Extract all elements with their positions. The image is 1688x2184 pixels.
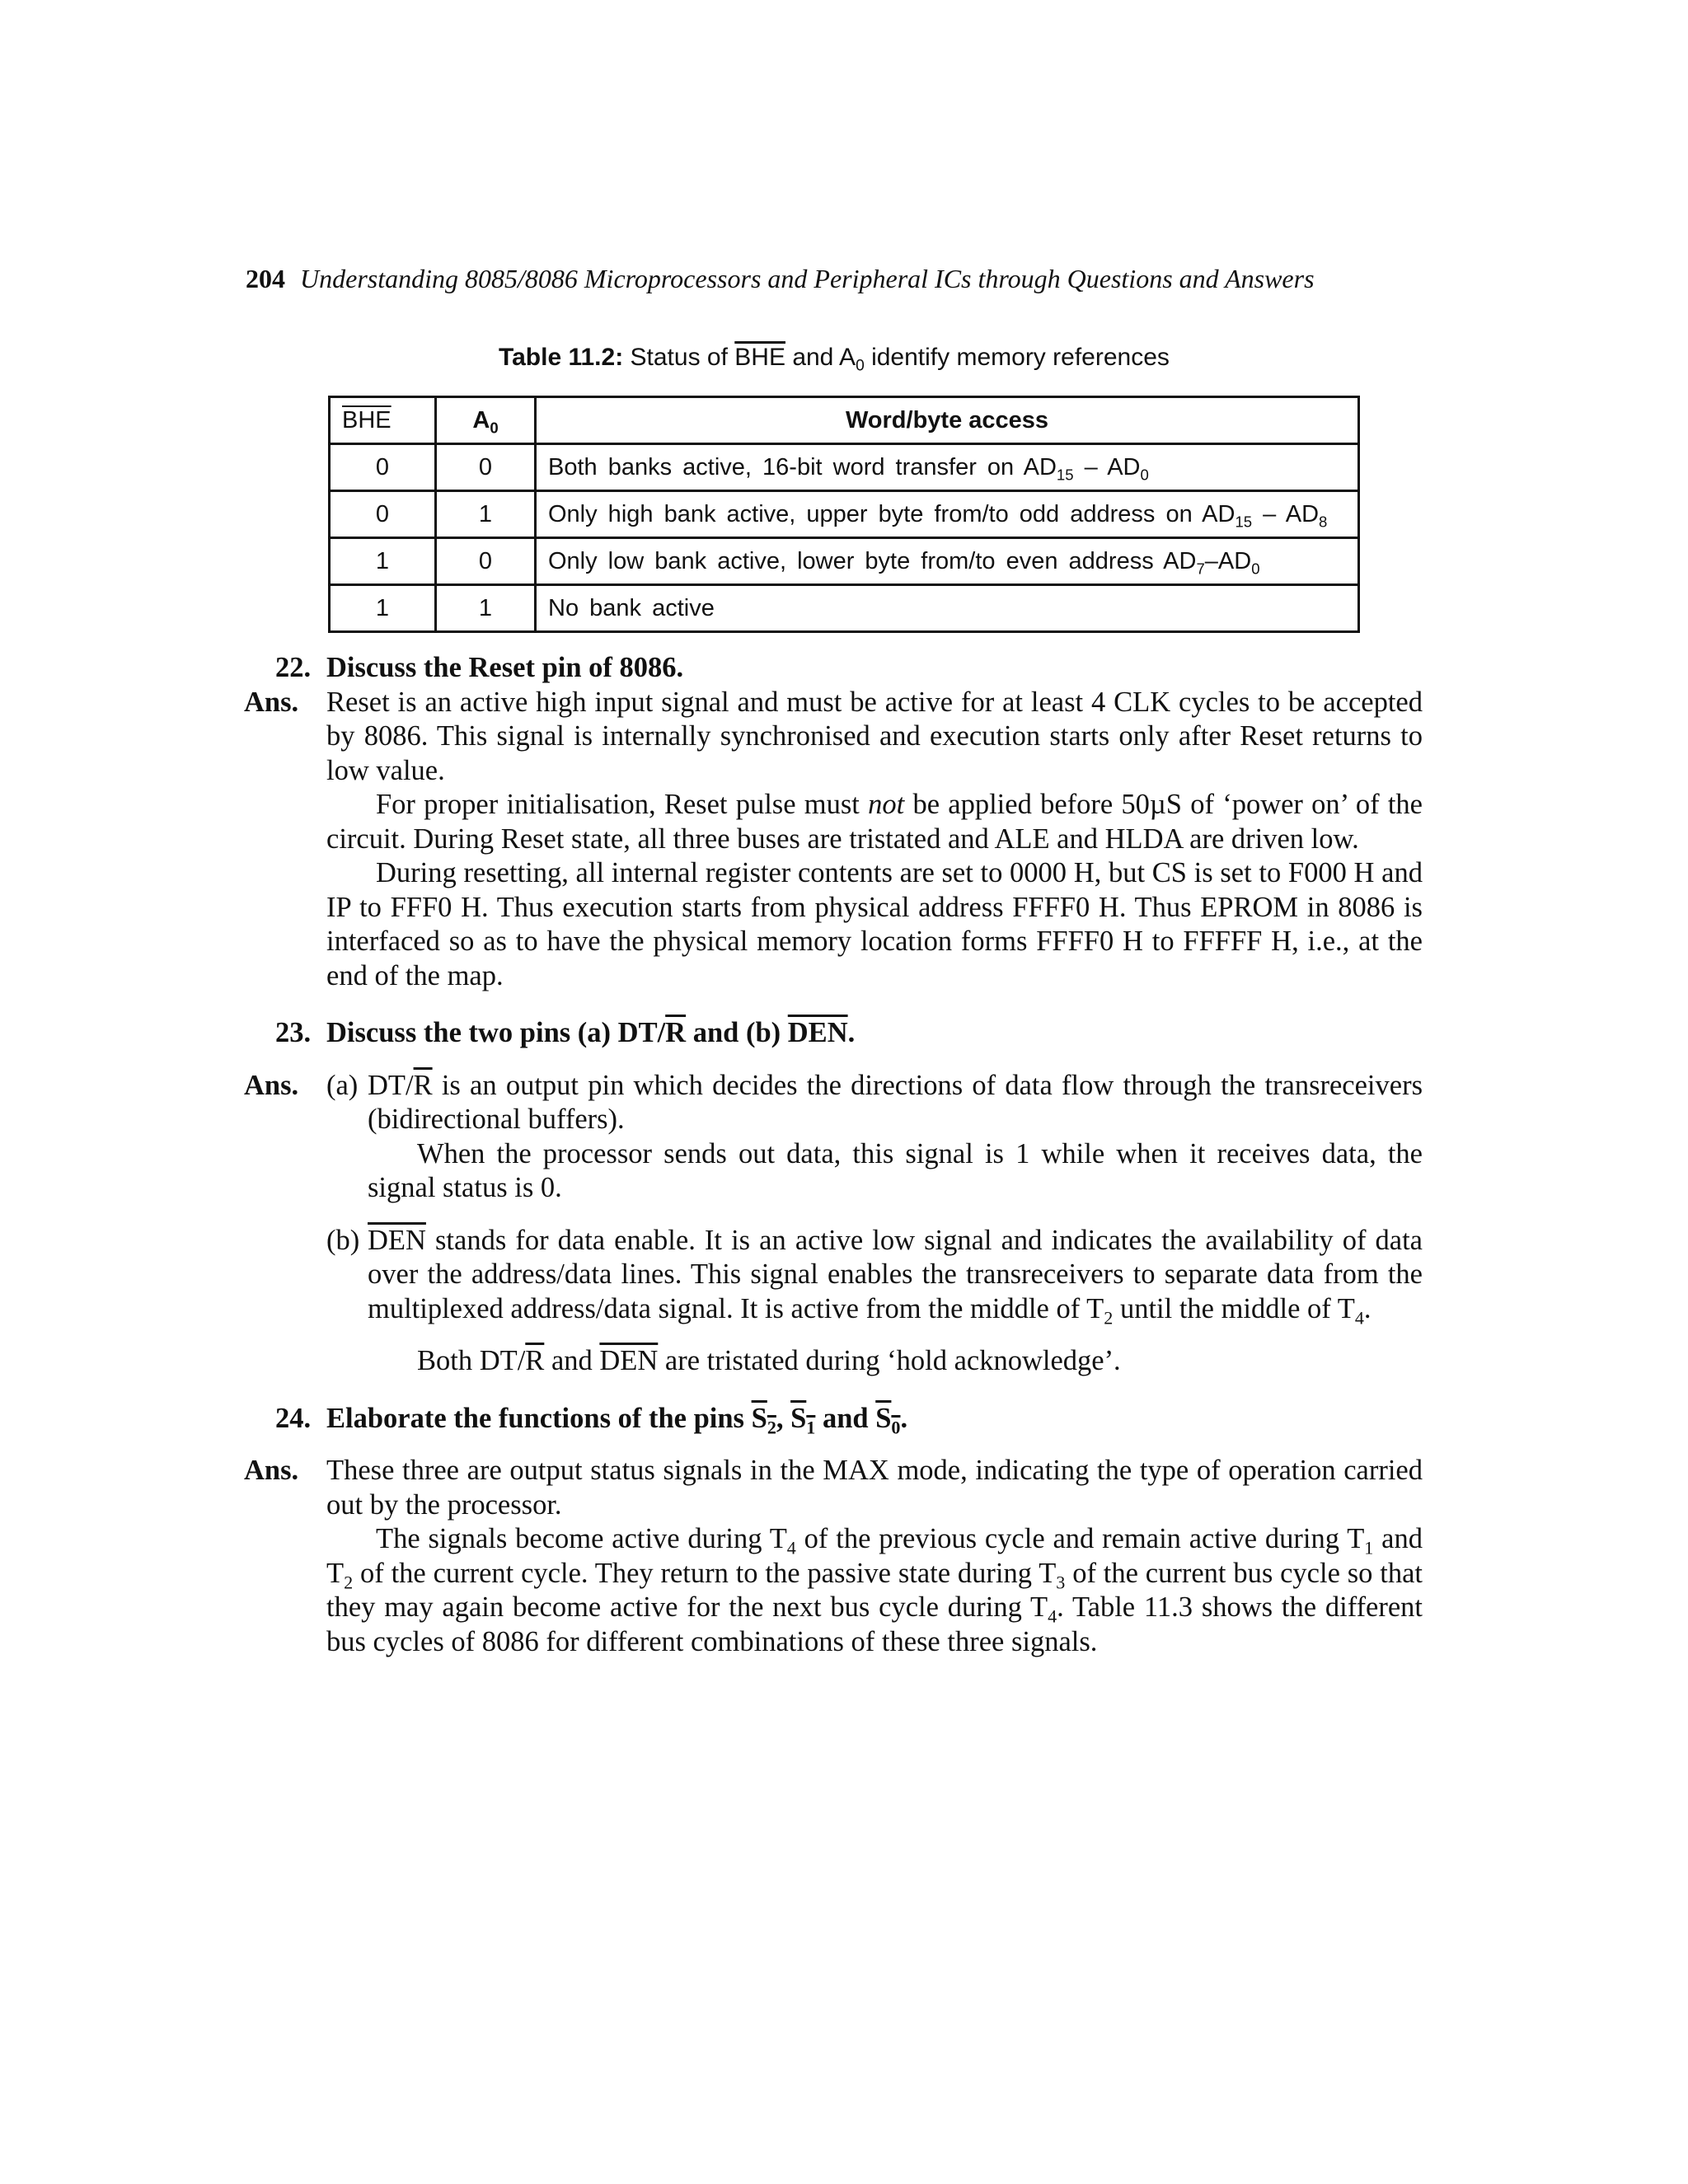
cell-a0: 0 bbox=[436, 538, 536, 585]
table-header-row bbox=[330, 397, 1359, 444]
cell-a0: 1 bbox=[436, 491, 536, 538]
page-body bbox=[244, 651, 1423, 1659]
table-row bbox=[330, 538, 1359, 585]
caption-text-and: and A bbox=[792, 344, 856, 371]
cell-access: Only high bank active, upper byte from/to odd address on $AD_{15} - AD_8$ bbox=[536, 491, 1359, 538]
answer-part-b bbox=[326, 1224, 1423, 1379]
caption-text-pre: Status of bbox=[630, 344, 728, 371]
answer-paragraph: Reset is an active high input signal and must be active for at least 4 CLK cycles to be accepted by 8086. This signal is internally synchronised and execution starts only after Reset returns to low value. bbox=[326, 686, 1423, 786]
question-number: 22. bbox=[275, 652, 312, 683]
table-row bbox=[330, 585, 1359, 632]
caption-text-post: identify memory references bbox=[871, 344, 1170, 371]
answer-paragraph: These three are output status signals in the MAX mode, indicating the type of operation carried out by the processor. bbox=[326, 1455, 1423, 1521]
cell-access: Only low bank active, lower byte from/to even address $AD_7-AD_0$ bbox=[536, 538, 1359, 585]
cell-a0: 1 bbox=[436, 585, 536, 632]
answer-paragraph: Both $DT/\overline{R}$ and $\overline{DEN}$ are tristated during ‘hold acknowledge’. bbox=[417, 1345, 1121, 1376]
cell-bhe: 0 bbox=[330, 491, 436, 538]
table-row bbox=[330, 444, 1359, 491]
header-bhe: $\overline{BHE}$ bbox=[330, 397, 436, 444]
question-23: 23. Discuss the two pins (a) $DT/\overline{R}$ and (b) $\overline{DEN}$. bbox=[244, 1016, 1423, 1051]
answer-label: Ans. bbox=[244, 1455, 299, 1486]
part-marker: (a) bbox=[326, 1069, 359, 1101]
header-access: Word/byte access bbox=[536, 397, 1359, 444]
running-header bbox=[246, 262, 1400, 295]
part-marker: (b) bbox=[326, 1224, 360, 1256]
s1-signal: $S_1$ bbox=[790, 1402, 816, 1438]
cell-access: Both banks active, 16-bit word transfer on $AD_{15} - AD_0$ bbox=[536, 444, 1359, 491]
cell-bhe: 1 bbox=[330, 585, 436, 632]
question-24: 24. Elaborate the functions of the pins $S_2$, $S_1$ and $S_0$. bbox=[275, 1402, 908, 1438]
table-caption bbox=[499, 341, 1323, 374]
answer-paragraph: $DT/\overline{R}$ is an output pin which decides the directions of data flow through the transreceivers (bidirectional buffers). bbox=[368, 1069, 1423, 1135]
page-number: 204 bbox=[246, 264, 285, 293]
answer-paragraph: When the processor sends out data, this signal is 1 while when it receives data, the signal status is 0. bbox=[368, 1137, 1423, 1203]
answer-paragraph: The signals become active during $T_4$ of the previous cycle and remain active during $T_1$ and $T_2$ of the current cycle. They return to the passive state during $T_3$ of the current bus cycle so that they may again become active for the next bus cycle during $T_4$. Table 11.3 shows the different bus cycles of 8086 for different combinations of these three signals. bbox=[326, 1523, 1423, 1657]
memory-reference-table bbox=[328, 396, 1360, 633]
cell-bhe: 1 bbox=[330, 538, 436, 585]
answer-label: Ans. bbox=[244, 1069, 299, 1101]
answer-22 bbox=[244, 686, 1423, 994]
caption-bhe-signal: $\overline{BHE}$ bbox=[734, 344, 785, 371]
answer-label: Ans. bbox=[244, 686, 299, 718]
caption-a-subscript: 0 bbox=[856, 357, 865, 375]
table-caption-label: Table 11.2: bbox=[499, 344, 624, 371]
question-number: 23. bbox=[275, 1017, 312, 1048]
r-signal: $\overline{R}$ bbox=[665, 1017, 687, 1048]
question-number: 24. bbox=[275, 1402, 312, 1434]
answer-23 bbox=[244, 1069, 1423, 1379]
answer-paragraph: $\overline{DEN}$ stands for data enable. It is an active low signal and indicates the availability of data over the address/data lines. This signal enables the transreceivers to separate data from the multiplexed address/data signal. It is active from the middle of $T_2$ until the middle of $T_4$. bbox=[368, 1224, 1423, 1329]
answer-paragraph: For proper initialisation, Reset pulse must not be applied before 50µS of ‘power on’ of the circuit. During Reset state, all three buses are tristated and ALE and HLDA are driven low. bbox=[326, 789, 1423, 855]
answer-24 bbox=[244, 1454, 1423, 1659]
header-a0: $A_0$ bbox=[436, 397, 536, 444]
cell-bhe: 0 bbox=[330, 444, 436, 491]
question-22 bbox=[244, 651, 1423, 686]
cell-access: No bank active bbox=[536, 585, 1359, 632]
s2-signal: $S_2$ bbox=[751, 1402, 776, 1438]
s0-signal: $S_0$ bbox=[875, 1402, 901, 1438]
answer-part-a bbox=[326, 1069, 1423, 1206]
den-signal: $\overline{DEN}$ bbox=[787, 1017, 848, 1048]
table-row bbox=[330, 491, 1359, 538]
answer-paragraph: During resetting, all internal register contents are set to 0000 H, but CS is set to F000 H and IP to FFF0 H. Thus execution starts from physical address FFFF0 H. Thus EPROM in 8086 is interfaced so as to have the physical memory location forms FFFF0 H to FFFFF H, i.e., at the end of the map. bbox=[326, 857, 1423, 991]
question-text: Discuss the Reset pin of 8086. bbox=[326, 652, 684, 683]
cell-a0: 0 bbox=[436, 444, 536, 491]
book-title: Understanding 8085/8086 Microprocessors and Peripheral ICs through Questions and Answers bbox=[300, 264, 1315, 293]
